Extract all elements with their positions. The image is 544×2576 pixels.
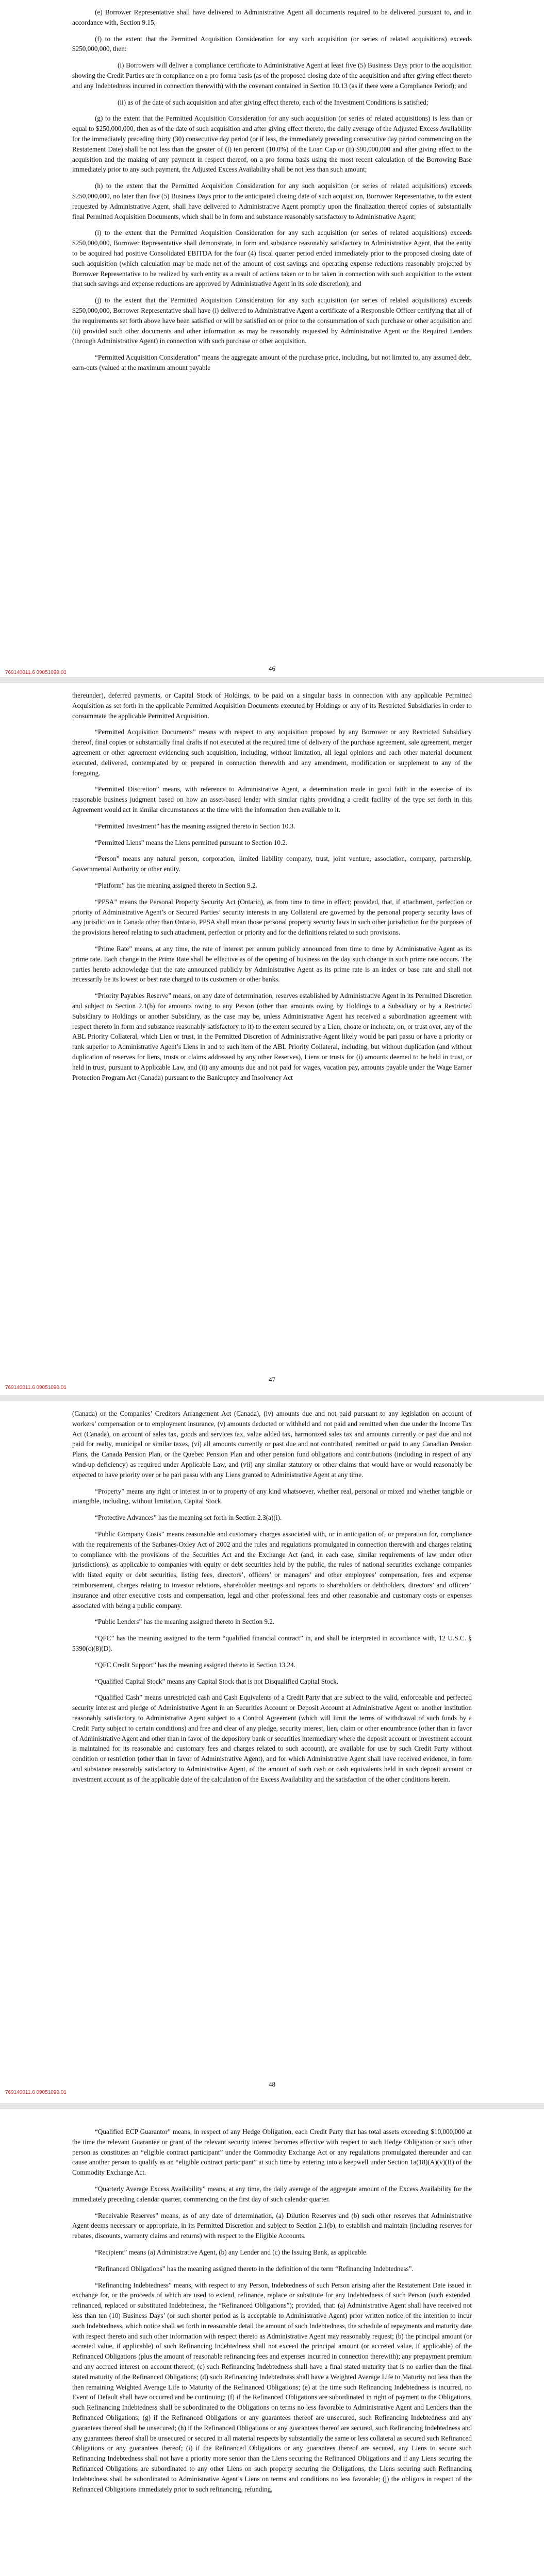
page-number: 46 bbox=[269, 665, 275, 672]
paragraph: “Property” means any right or interest in or to property of any kind whatsoever, whether real, personal or mixed and whether tangible or intangible, including, without limitation, Capital Stock. bbox=[72, 1487, 472, 1505]
paragraph: “Public Lenders” has the meaning assigned thereto in Section 9.2. bbox=[95, 1618, 275, 1626]
paragraph: (Canada) or the Companies’ Creditors Arrangement Act (Canada), (iv) amounts due and not paid pursuant to any legislation on account of workers’ compensation or to employment insurance, (v) amounts deducted or withheld and not paid and remitted when due under the Income Tax Act (Canada), on account of sales tax, goods and services tax, value added tax, harmonized sales tax and amounts currently or past due and not paid for realty, municipal or similar taxes, (vi) all amounts currently or past due and not contributed, remitted or paid to any Canadian Pension Plans, the Canada Pension Plan, or the Quebec Pension Plan and other pension fund obligations and contributions (including in respect of any wind-up deficiency) as required under Applicable Law, and (vii) any similar statutory or other claims that would have or would reasonably be expected to have priority over or be pari passu with any Liens granted to Administrative Agent at any time. bbox=[72, 1410, 472, 1479]
paragraph: “Permitted Liens” means the Liens permitted pursuant to Section 10.2. bbox=[95, 838, 288, 846]
document-page bbox=[0, 683, 544, 1395]
paragraph: “Public Company Costs” means reasonable and customary charges associated with, or in anticipation of, or preparation for, compliance with the requirements of the Sarbanes-Oxley Act of 2002 and the rules and regulations promulgated in connection therewith and charges relating to compliance with the provisions of the Securities Act and the Exchange Act (and, in each case, similar requirements of law under other jurisdictions), as applicable to companies with equity or debt securities held by the public, the rules of national securities exchange companies with listed equity or debt securities, listing fees, directors’, officers’ or managers’ and other employees’ compensation, fees and expense reimbursement, charges relating to investor relations, shareholder meetings and reports to shareholders or debtholders, directors’ and officers’ insurance and other executive costs and compensation, legal and other professional fees and other reasonable and customary costs or expenses associated with being a public company. bbox=[72, 1530, 472, 1609]
paragraph: thereunder), deferred payments, or Capital Stock of Holdings, to be paid on a singular basis in connection with any applicable Permitted Acquisition as set forth in the applicable Permitted Acquisition Documents executed by Holdings or any of its Restricted Subsidiaries in order to consummate the applicable Permitted Acquisition. bbox=[72, 691, 472, 720]
document-id: 769140011.6 09051090.01 bbox=[5, 670, 67, 675]
paragraph: “QFC Credit Support” has the meaning assigned thereto in Section 13.24. bbox=[95, 1660, 295, 1669]
paragraph: “Quarterly Average Excess Availability” means, at any time, the daily average of the aggregate amount of the Excess Availability for the immediately preceding calendar quarter, commencing on the first day of such calendar quarter. bbox=[72, 2184, 472, 2203]
paragraph: (e) Borrower Representative shall have delivered to Administrative Agent all documents required to be delivered pursuant to, and in accordance with, Section 9.15; bbox=[72, 8, 472, 26]
paragraph: “Qualified Capital Stock” means any Capital Stock that is not Disqualified Capital Stock. bbox=[95, 1677, 339, 1685]
paragraph: (j) to the extent that the Permitted Acquisition Consideration for any such acquisition (or series of related acquisitions) exceeds $250,000,000, Borrower Representative shall have (i) delivered to Administrative Agent a certificate of a Responsible Officer certifying that all of the requirements set forth above have been satisfied or will be satisfied on or prior to the consummation of such purchase or other acquisition and (ii) provided such other documents and other information as may be reasonably requested by Administrative Agent or the Required Lenders (through Administrative Agent) in connection with such purchase or other acquisition. bbox=[72, 296, 472, 345]
paragraph: (g) to the extent that the Permitted Acquisition Consideration for any such acquisition (or series of related acquisitions) is less than or equal to $250,000,000, then as of the date of such acquisition and after giving effect thereto, the daily average of the Adjusted Excess Availability for the immediately preceding thirty (30) consecutive day period (or if less, the immediately preceding consecutive day period commencing on the Restatement Date) shall be not less than the greater of (i) ten percent (10.0%) of the Loan Cap or (ii) $90,000,000 and after giving effect to the acquisition and the making of any payment in respect thereof, on a pro forma basis using the most recent calculation of the Borrowing Base immediately prior to any such payment, the Adjusted Excess Availability shall be not less than such amount; bbox=[72, 114, 472, 174]
paragraph: “Receivable Reserves” means, as of any date of determination, (a) Dilution Reserves and (b) such other reserves that Administrative Agent deems necessary or appropriate, in its Permitted Discretion and subject to Section 2.1(b), to establish and maintain (including reserves for rebates, discounts, warranty claims and returns) with respect to the Eligible Accounts. bbox=[72, 2211, 472, 2240]
paragraph: (i) Borrowers will deliver a compliance certificate to Administrative Agent at least five (5) Business Days prior to the acquisition showing the Credit Parties are in compliance on a pro forma basis (as of the proposed closing date of the acquisition and after giving effect thereto and any Indebtedness incurred in connection therewith) with the covenant contained in Section 10.13 (as if there were a Compliance Period); and bbox=[72, 61, 472, 90]
document-page bbox=[0, 1401, 544, 2103]
paragraph: “Permitted Discretion” means, with reference to Administrative Agent, a determination made in good faith in the exercise of its reasonable business judgment based on how an asset-based lender with similar rights providing a credit facility of the type set forth in this Agreement would act in similar circumstances at the time with the information then available to it. bbox=[72, 785, 472, 814]
paragraph: (h) to the extent that the Permitted Acquisition Consideration for any such acquisition (or series of related acquisitions) exceeds $250,000,000, no later than five (5) Business Days prior to the anticipated closing date of such acquisition, Borrower Representative, to the extent requested by Administrative Agent, shall have delivered to Administrative Agent promptly upon the finalization thereof copies of substantially final Permitted Acquisition Documents, which shall be in form and substance reasonably satisfactory to Administrative Agent; bbox=[72, 182, 472, 221]
paragraph: “Platform” has the meaning assigned thereto in Section 9.2. bbox=[95, 881, 257, 889]
paragraph: “Protective Advances” has the meaning set forth in Section 2.3(a)(i). bbox=[95, 1514, 282, 1522]
document-page bbox=[0, 2109, 544, 2576]
document-page bbox=[0, 0, 544, 677]
paragraph: “Qualified Cash” means unrestricted cash and Cash Equivalents of a Credit Party that are subject to the valid, enforceable and perfected security interest and pledge of Administrative Agent in an Securities Account or Deposit Account at Administrative Agent or another institution reasonably satisfactory to Administrative Agent subject to a Control Agreement (which will limit the terms of withdrawal of such funds by a Credit Party subject to certain conditions) and free and clear of any pledge, security interest, lien, claim or other encumbrance (other than in favor of Administrative Agent and other than in favor of the depository bank or securities intermediary where the deposit account or investment account is maintained for its reasonable and customary fees and charges related to such account), are available for use by such Credit Party without condition or restriction (other than in favor of Administrative Agent), and for which Administrative Agent shall have received evidence, in form and substance reasonably satisfactory to Administrative Agent, of the amount of such cash or cash equivalents held in such deposit account or investment account as of the applicable date of the calculation of the Excess Availability and the satisfaction of the other conditions herein. bbox=[72, 1693, 472, 1783]
paragraph: “Person” means any natural person, corporation, limited liability company, trust, joint venture, association, company, partnership, Governmental Authority or other entity. bbox=[72, 855, 472, 873]
page-body bbox=[72, 7, 472, 373]
page-number: 48 bbox=[269, 2080, 275, 2088]
paragraph: “Permitted Acquisition Documents” means with respect to any acquisition proposed by any Borrower or any Restricted Subsidiary thereof, final copies or substantially final drafts if not executed at the required time of delivery of the purchase agreement, sale agreement, merger agreement or other agreement evidencing such acquisition, including, without limitation, all legal opinions and each other material document executed, delivered, contemplated by or prepared in connection therewith and any amendment, modification or supplement to any of the foregoing. bbox=[72, 728, 472, 777]
paragraph: “Prime Rate” means, at any time, the rate of interest per annum publicly announced from time to time by Administrative Agent as its prime rate. Each change in the Prime Rate shall be effective as of the opening of business on the day such change in such prime rate occurs. The parties hereto acknowledge that the rate announced publicly by Administrative Agent as its prime rate is an index or base rate and shall not necessarily be its lowest or best rate charged to its customers or other banks. bbox=[72, 944, 472, 984]
paragraph: “Permitted Acquisition Consideration” means the aggregate amount of the purchase price, including, but not limited to, any assumed debt, earn-outs (valued at the maximum amount payable bbox=[72, 353, 472, 371]
paragraph: (f) to the extent that the Permitted Acquisition Consideration for any such acquisition (or series of related acquisitions) exceeds $250,000,000, then: bbox=[72, 35, 472, 53]
document-id: 769140011.6 09051090.01 bbox=[5, 2090, 67, 2095]
page-body bbox=[72, 1409, 472, 1785]
paragraph: “Refinanced Obligations” has the meaning assigned thereto in the definition of the term “Refinancing Indebtedness”. bbox=[95, 2264, 414, 2273]
paragraph: “Permitted Investment” has the meaning assigned thereto in Section 10.3. bbox=[95, 822, 295, 830]
page-body bbox=[72, 2116, 472, 2494]
document-id: 769140011.6 09051090.01 bbox=[5, 1385, 67, 1391]
page-body bbox=[72, 690, 472, 1082]
page-number: 47 bbox=[269, 1376, 275, 1383]
paragraph: “QFC” has the meaning assigned to the term “qualified financial contract” in, and shall be interpreted in accordance with, 12 U.S.C. § 5390(c)(8)(D). bbox=[72, 1634, 472, 1652]
paragraph: “PPSA” means the Personal Property Security Act (Ontario), as from time to time in effect; provided, that, if attachment, perfection or priority of Administrative Agent’s or Secured Parties’ security interests in any Collateral are governed by the personal property security laws of any jurisdiction in Canada other than Ontario, PPSA shall mean those personal property security laws in such other jurisdiction for the purposes of the provisions hereof relating to such attachment, perfection or priority and for the definitions related to such provisions. bbox=[72, 897, 472, 937]
paragraph: “Qualified ECP Guarantor” means, in respect of any Hedge Obligation, each Credit Party that has total assets exceeding $10,000,000 at the time the relevant Guarantee or grant of the relevant security interest becomes effective with respect to such Hedge Obligation or such other person as constitutes an “eligible contract participant” under the Commodity Exchange Act or any regulations promulgated thereunder and can cause another person to qualify as an “eligible contract participant” at such time by entering into a keepwell under Section 1a(18)(A)(v)(II) of the Commodity Exchange Act. bbox=[72, 2128, 472, 2177]
paragraph: “Refinancing Indebtedness” means, with respect to any Person, Indebtedness of such Person arising after the Restatement Date issued in exchange for, or the proceeds of which are used to extend, refinance, replace or substitute for any Indebtedness of such Person (such extended, refinanced, replaced or substituted Indebtedness, the “Refinanced Obligations”); provided, that: (a) Administrative Agent shall have received not less than ten (10) Business Days’ (or such shorter period as is acceptable to Administrative Agent) prior written notice of the intention to incur such Indebtedness, which notice shall set forth in reasonable detail the amount of such Indebtedness, the schedule of repayments and maturity date with respect thereto and such other information with respect thereto as Administrative Agent may reasonably request; (b) the principal amount (or accreted value, if applicable) of such Refinancing Indebtedness shall not exceed the principal amount (or accreted value, if applicable) of the Refinanced Obligations (plus the amount of reasonable refinancing fees and expenses incurred in connection therewith); any prepayment premium and any accrued interest on account thereof; (c) such Refinancing Indebtedness shall have a final stated maturity that is no earlier than the final stated maturity of the Refinanced Obligations; (d) such Refinancing Indebtedness shall have a Weighted Average Life to Maturity not less than the then remaining Weighted Average Life to Maturity of the Refinanced Obligations; (e) at the time such Refinancing Indebtedness is incurred, no Event of Default shall have occurred and be continuing; (f) if the Refinanced Obligations are subordinated in right of payment to the Obligations, such Refinancing Indebtedness shall be subordinated to the Obligations on terms no less favorable to Administrative Agent and Lenders than the Refinanced Obligations; (g) if the Refinanced Obligations or any guarantees thereof are unsecured, such Refinancing Indebtedness and any guarantees thereof shall be unsecured; (h) if the Refinanced Obligations or any guarantees thereof are secured, such Refinancing Indebtedness and any guarantees thereof shall be unsecured or secured in all material respects by substantially the same or less collateral as secured such Refinanced Obligations or any guarantees thereof; (i) if the Refinanced Obligations or any guarantees thereof are secured, any Liens to secure such Refinancing Indebtedness shall not have a priority more senior than the Liens securing the Refinanced Obligations and if any Liens securing the Refinanced Obligations are subordinated to any other Liens on such property securing the Obligations, the Liens securing such Refinancing Indebtedness shall be subordinated to Administrative Agent’s Liens on terms and conditions no less favorable; (j) the obligors in respect of the Refinanced Obligations immediately prior to such refinancing, refunding, bbox=[72, 2281, 472, 2493]
paragraph: (ii) as of the date of such acquisition and after giving effect thereto, each of the Investment Conditions is satisfied; bbox=[118, 98, 428, 106]
paragraph: “Recipient” means (a) Administrative Agent, (b) any Lender and (c) the Issuing Bank, as applicable. bbox=[95, 2248, 368, 2256]
paragraph: “Priority Payables Reserve” means, on any date of determination, reserves established by Administrative Agent in its Permitted Discretion and subject to Section 2.1(b) for amounts owing to any Person (other than amounts owing by Holdings to a Subsidiary or by a Restricted Subsidiary to Holdings or another Subsidiary, as the case may be, unless Administrative Agent has received a subordination agreement with respect thereto in form and substance reasonably satisfactory to it) to the extent secured by a Lien, choate or inchoate, on, or trust over, any of the ABL Priority Collateral, which Lien or trust, in the Permitted Discretion of Administrative Agent likely would be pari passu or have a priority or rank superior to Administrative Agent’s Liens in and to such item of the ABL Priority Collateral, including, but without duplication (and without duplication of reserves for liens, trusts or claims addressed by any other Reserves), Liens or trusts for (i) amounts deemed to be held in trust, or held in trust, pursuant to Applicable Law, and (ii) any amounts due and not paid for wages, vacation pay, amounts payable under the Wage Earner Protection Program Act (Canada) pursuant to the Bankruptcy and Insolvency Act bbox=[72, 992, 472, 1081]
paragraph: (i) to the extent that the Permitted Acquisition Consideration for any such acquisition (or series of related acquisitions) exceeds $250,000,000, Borrower Representative shall demonstrate, in form and substance reasonably satisfactory to Administrative Agent, that the entity to be acquired had positive Consolidated EBITDA for the four (4) fiscal quarter period ended immediately prior to the proposed closing date of such acquisition (which calculation may be made net of the amount of cost savings and operating expense reductions reasonably projected by Borrower Representative to be realized by such entity as a result of actions taken or to be taken in connection with such acquisition to the extent that such savings and expense reductions are approved by Administrative Agent in its sole discretion); and bbox=[72, 229, 472, 288]
